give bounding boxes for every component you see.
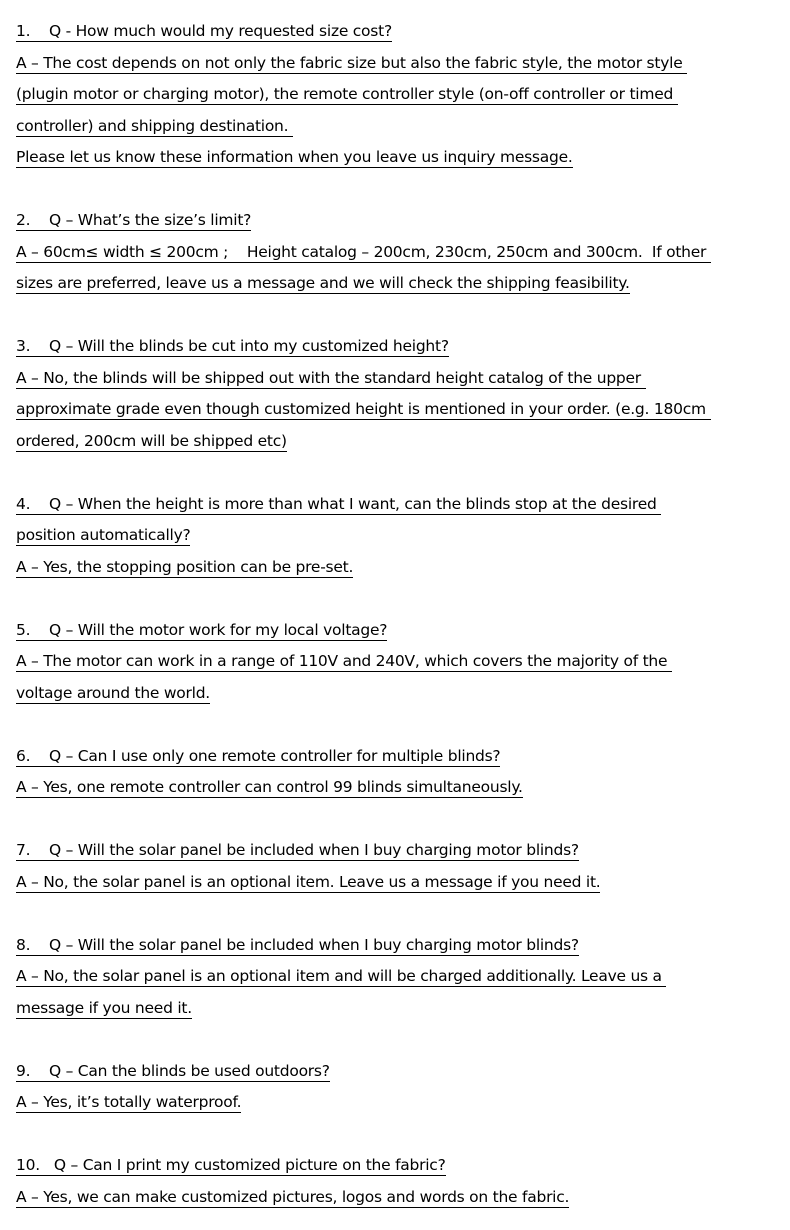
faq-answer-line <box>16 395 786 427</box>
faq-line-text: position automatically? <box>16 526 191 544</box>
faq-answer-line <box>16 647 786 679</box>
faq-answer-line <box>16 553 786 585</box>
faq-line-text: 5. Q – Will the motor work for my local voltage? <box>16 620 388 639</box>
faq-line-text: 4. Q – When the height is more than what I want, can the blinds stop at the desired <box>16 494 662 513</box>
spacer <box>16 301 786 333</box>
faq-answer-line <box>16 238 786 270</box>
faq-question <box>16 1057 786 1089</box>
faq-item-1 <box>16 17 786 175</box>
faq-line-text: ordered, 200cm will be shipped etc) <box>16 431 287 450</box>
spacer <box>16 584 786 616</box>
spacer <box>16 710 786 742</box>
faq-line-text: 7. Q – Will the solar panel be included when I buy charging motor blinds? <box>16 841 579 859</box>
faq-item-5 <box>16 616 786 711</box>
faq-answer-line <box>16 868 786 900</box>
faq-line-text: A – Yes, one remote controller can control 99 blinds simultaneously. <box>16 778 523 796</box>
faq-answer-line <box>16 679 786 711</box>
spacer <box>16 458 786 490</box>
faq-answer-line <box>16 80 786 112</box>
faq-line-text: A – The cost depends on not only the fabric size but also the fabric style, the motor style <box>16 53 688 72</box>
faq-line-text: A – Yes, we can make customized pictures, logos and words on the fabric. <box>16 1187 570 1206</box>
faq-question <box>16 206 786 238</box>
faq-line-text: 1. Q - How much would my requested size cost? <box>16 22 392 40</box>
faq-line-text: message if you need it. <box>16 998 192 1017</box>
faq-line-text: voltage around the world. <box>16 683 210 702</box>
faq-line-text: 6. Q – Can I use only one remote controller for multiple blinds? <box>16 746 501 765</box>
faq-answer-line <box>16 1088 786 1120</box>
faq-line-text: A – The motor can work in a range of 110V and 240V, which covers the majority of the <box>16 652 672 670</box>
faq-line-text: A – No, the solar panel is an optional item and will be charged additionally. Leave us a <box>16 967 667 985</box>
faq-answer-line <box>16 962 786 994</box>
faq-line-text: approximate grade even though customized height is mentioned in your order. (e.g. 180cm <box>16 400 711 418</box>
faq-item-6 <box>16 742 786 805</box>
faq-question <box>16 1151 786 1183</box>
faq-line-text: A – No, the solar panel is an optional item. Leave us a message if you need it. <box>16 872 601 891</box>
spacer <box>16 1025 786 1057</box>
faq-answer-line <box>16 1183 786 1215</box>
faq-line-text: 10. Q – Can I print my customized picture on the fabric? <box>16 1156 446 1174</box>
faq-line-text: sizes are preferred, leave us a message and we will check the shipping feasibility. <box>16 274 630 292</box>
spacer <box>16 175 786 207</box>
faq-line-text: A – Yes, it’s totally waterproof. <box>16 1093 242 1111</box>
faq-question <box>16 616 786 648</box>
faq-line-text: Please let us know these information when you leave us inquiry message. <box>16 148 573 166</box>
faq-line-text: 8. Q – Will the solar panel be included when I buy charging motor blinds? <box>16 935 579 954</box>
faq-line-text: 3. Q – Will the blinds be cut into my customized height? <box>16 337 449 355</box>
faq-line-text: (plugin motor or charging motor), the remote controller style (on-off controller or timed <box>16 85 678 103</box>
faq-answer-line <box>16 269 786 301</box>
faq-item-3 <box>16 332 786 458</box>
spacer <box>16 899 786 931</box>
faq-line-text: 9. Q – Can the blinds be used outdoors? <box>16 1061 330 1080</box>
faq-question <box>16 17 786 49</box>
faq-answer-line <box>16 427 786 459</box>
faq-answer-line <box>16 49 786 81</box>
faq-item-4 <box>16 490 786 585</box>
faq-question <box>16 931 786 963</box>
faq-question <box>16 836 786 868</box>
faq-line-text: 2. Q – What’s the size’s limit? <box>16 211 252 229</box>
faq-question <box>16 490 786 522</box>
faq-question <box>16 742 786 774</box>
faq-answer-line <box>16 994 786 1026</box>
faq-document <box>16 17 786 1214</box>
faq-item-2 <box>16 206 786 301</box>
faq-item-10 <box>16 1151 786 1214</box>
faq-item-8 <box>16 931 786 1026</box>
faq-answer-line <box>16 364 786 396</box>
faq-item-9 <box>16 1057 786 1120</box>
faq-answer-line <box>16 112 786 144</box>
faq-line-text: A – Yes, the stopping position can be pre-set. <box>16 557 354 576</box>
faq-question <box>16 332 786 364</box>
spacer <box>16 805 786 837</box>
spacer <box>16 1120 786 1152</box>
faq-line-text: A – No, the blinds will be shipped out with the standard height catalog of the upper <box>16 368 646 387</box>
faq-line-text: controller) and shipping destination. <box>16 116 293 135</box>
faq-item-7 <box>16 836 786 899</box>
faq-answer-line <box>16 521 786 553</box>
faq-answer-line <box>16 773 786 805</box>
faq-line-text: A – 60cm≤ width ≤ 200cm ; Height catalog – 200cm, 230cm, 250cm and 300cm. If other <box>16 242 711 261</box>
faq-answer-line <box>16 143 786 175</box>
